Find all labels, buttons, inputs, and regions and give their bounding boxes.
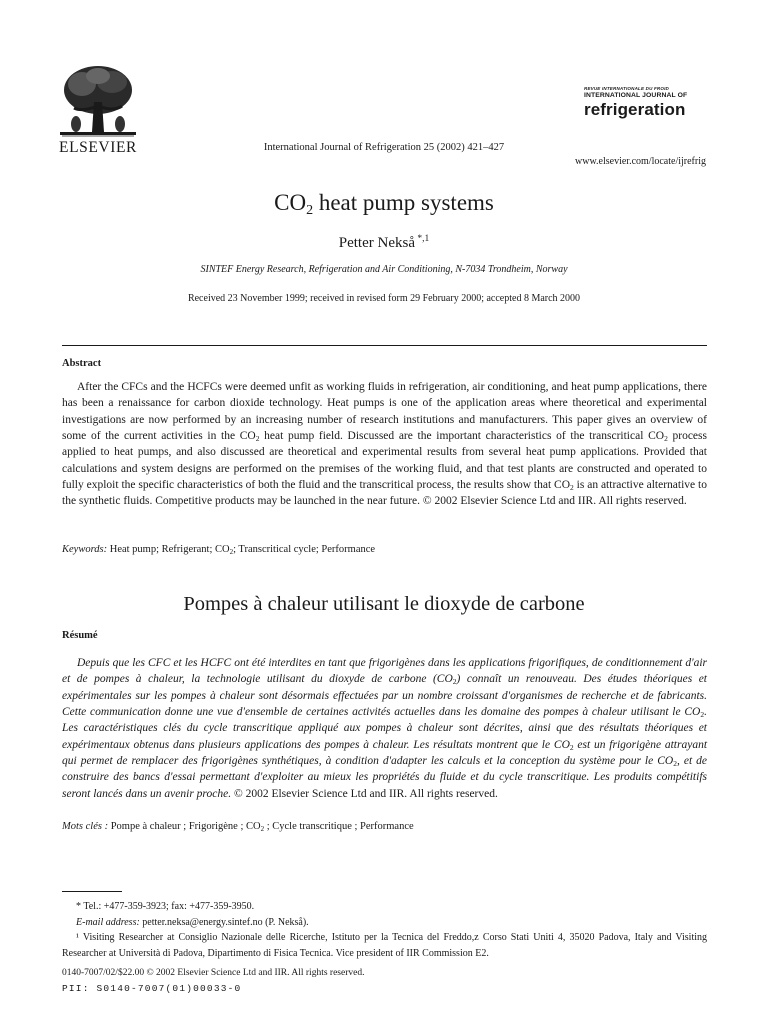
resume-sub-1: 2: [452, 677, 457, 687]
journal-url[interactable]: www.elsevier.com/locate/ijrefrig: [575, 156, 706, 167]
keywords-part-2: ; Transcritical cycle; Performance: [233, 544, 376, 555]
footnote-visiting: ¹ Visiting Researcher at Consiglio Nazionale delle Ricerche, Istituto per la Tecnica del Freddo,z Corso Stati Uniti 4, 35020 Padova, Italy and Visiting Researcher at Università di Padova, Dipartimento di Fisica Tecnica. Vice president of IIR Commission E2.: [62, 932, 707, 959]
french-title: Pompes à chaleur utilisant le dioxyde de carbone: [183, 593, 585, 615]
author-marks: *,1: [414, 234, 430, 244]
footnote-divider: [62, 891, 122, 892]
publisher-name: ELSEVIER: [59, 139, 137, 156]
abstract-sub-1: 2: [255, 434, 260, 444]
author-line: [0, 234, 768, 252]
author-name: Petter Nekså: [338, 235, 415, 251]
journal-citation: International Journal of Refrigeration 25 (2002) 421–427: [263, 142, 505, 153]
keywords: [62, 544, 375, 555]
affiliation: SINTEF Energy Research, Refrigeration and Air Conditioning, N-7034 Trondheim, Norway: [200, 264, 568, 275]
abstract-sub-2: 2: [664, 434, 668, 444]
resume-sub-4: 2: [673, 759, 677, 769]
resume-sub-2: 2: [700, 710, 705, 720]
resume-part-3: . Les caractéristiques clés du cycle transcritique appliqué aux pompes à chaleur sont décrites, ainsi que des résultats théoriques et expérimentaux obtenus dans plusieurs applications des pompes à chaleur. Les résultats montrent que le CO: [62, 706, 707, 751]
journal-logo: [584, 86, 708, 120]
title-subscript: 2: [306, 203, 314, 218]
journal-logo-line1: REVUE INTERNATIONALE DU FROID: [584, 86, 669, 91]
mots-cles-part-1: Pompe à chaleur ; Frigorigène ; CO: [108, 821, 261, 832]
resume-sub-3: 2: [569, 742, 574, 752]
mots-cles-part-2: ; Cycle transcritique ; Performance: [264, 821, 414, 832]
email-label: E-mail address:: [76, 916, 140, 928]
abstract-sub-3: 2: [570, 483, 574, 493]
pii-line: PII: S0140-7007(01)00033-0: [62, 983, 242, 994]
abstract-text: [62, 379, 707, 510]
footnote-tel: * Tel.: +477-359-3923; fax: +477-359-3950.: [76, 901, 255, 912]
abstract-part-3: process applied to heat pumps, and also discussed are theoretical and experimental results from several heat pump applications. Provided that calculations and system designs are performed on the premises of the working fluid, and that test plants are constructed and operated to fully exploit the specific characteristics of both the fluid and the transcritical process, the results show that CO: [62, 430, 707, 492]
email-address[interactable]: petter.neksa@energy.sintef.no (P. Nekså).: [139, 916, 309, 928]
article-title: [0, 190, 768, 219]
journal-logo-line2: INTERNATIONAL JOURNAL OF: [584, 92, 688, 99]
abstract-part-2: heat pump field. Discussed are the important characteristics of the transcritical CO: [259, 430, 665, 443]
journal-logo-line3: refrigeration: [584, 100, 686, 119]
resume-part-2: ) connaît un renouveau. Des études théoriques et expérimentales sur les pompes à chaleur sont désormais effectuées par un nombre croissant d'organismes de recherche et de fabricants. Cette communication donne une vue d'ensemble de certaines activités actuelles dans les domaine des pompes à chaleur utilisant le CO: [62, 673, 707, 719]
resume-part-4: est un frigorigène attrayant qui permet de remplacer des frigorigènes synthétiques, à condition d'adapter les calculs et la conception du système pour le CO: [62, 738, 708, 768]
abstract-part-1: After the CFCs and the HCFCs were deemed unfit as working fluids in refrigeration, air conditioning, and heat pump applications, there has been a renaissance for carbon dioxide technology. Heat pumps is one of the application areas where theoretical and experimental investigations are now performed by an increasing number of research institutions and manufacturers. This paper gives an overview of some of the current activities in the CO: [62, 381, 707, 443]
keywords-part-1: Heat pump; Refrigerant; CO: [107, 544, 230, 555]
divider: [62, 345, 707, 346]
mots-cles: [62, 821, 414, 832]
title-post: heat pump systems: [313, 190, 494, 215]
footnote-email: [62, 915, 707, 931]
abstract-part-4: is an attractive alternative to the synthetic fluids. Competitive products may be launched in the near future. © 2002 Elsevier Science Ltd and IIR. All rights reserved.: [62, 479, 707, 508]
resume-heading: Résumé: [62, 630, 98, 641]
abstract-heading: Abstract: [62, 358, 102, 369]
keywords-label: Keywords:: [62, 544, 108, 555]
resume-part-6: © 2002 Elsevier Science Ltd and IIR. All rights reserved.: [231, 787, 498, 800]
resume-part-1: Depuis que les CFC et les HCFC ont été interdites en tant que frigorigènes dans les applications frigorifiques, de conditionnement d'air et de pompes à chaleur, la technologie utilisant du dioxyde de carbone (CO: [62, 657, 707, 686]
received-dates: Received 23 November 1999; received in revised form 29 February 2000; accepted 8 March 2000: [187, 293, 581, 304]
keywords-sub: 2: [229, 548, 234, 556]
elsevier-tree-logo: [52, 62, 144, 140]
mots-cles-label: Mots clés :: [62, 821, 109, 832]
mots-cles-sub: 2: [260, 825, 265, 833]
title-pre: CO: [274, 190, 307, 215]
resume-text: [62, 655, 707, 802]
issn-line: 0140-7007/02/$22.00 © 2002 Elsevier Science Ltd and IIR. All rights reserved.: [62, 968, 365, 978]
resume-part-5: , et de construire des bancs d'essai permettant d'exploiter au mieux les propriétés du fluide et du cycle transcritique. Les produits compétitifs seront lancés dans un avenir proche.: [62, 755, 707, 800]
